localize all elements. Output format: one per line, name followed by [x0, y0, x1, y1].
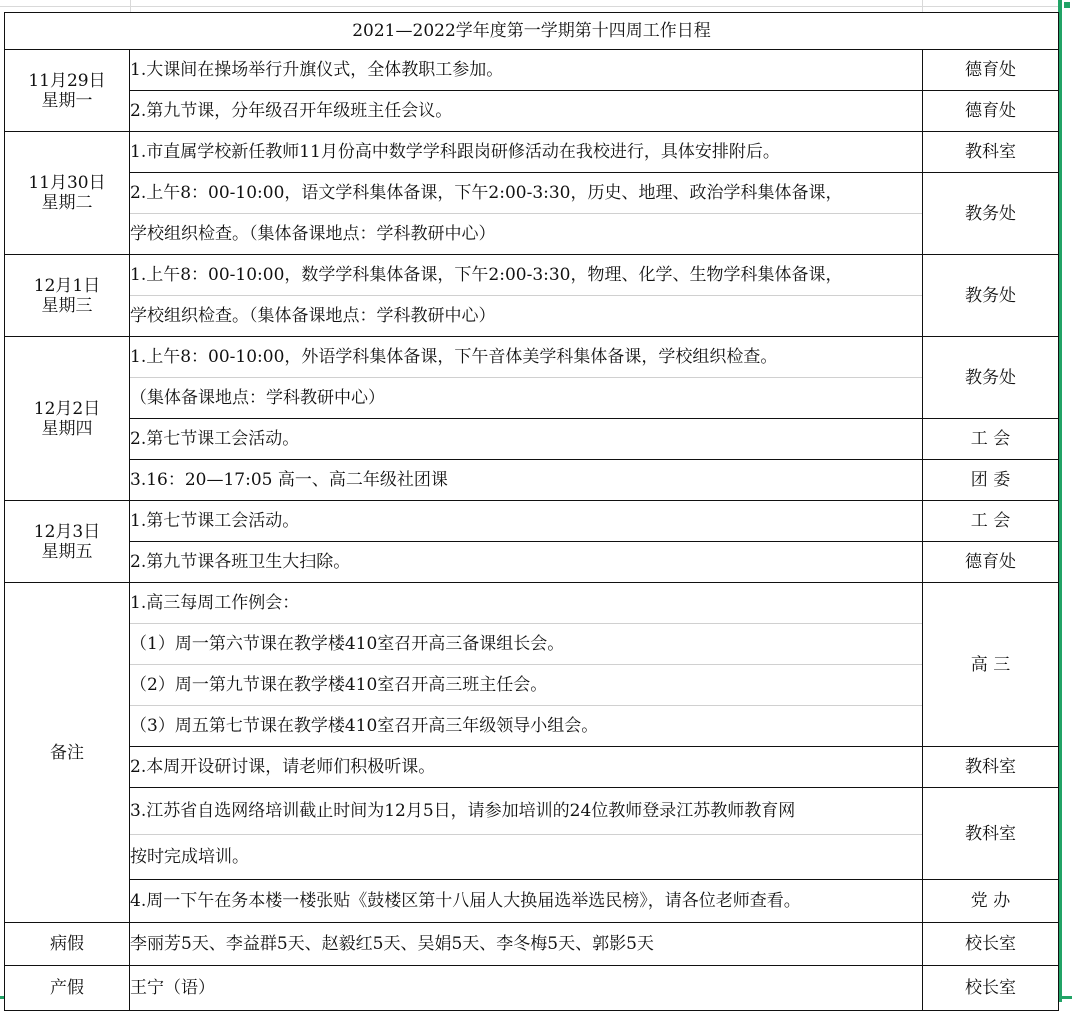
page-title: 2021—2022学年度第一学期第十四周工作日程	[5, 13, 1059, 50]
schedule-item-cell[interactable]	[130, 501, 923, 542]
sick-leave-label[interactable]: 病假	[5, 923, 130, 966]
schedule-item-line: 2.第九节课，分年级召开年级班主任会议。	[130, 101, 453, 121]
sick-leave-names[interactable]	[130, 923, 923, 966]
schedule-item-line: 3.16：20—17:05 高一、高二年级社团课	[130, 470, 448, 490]
title-row	[5, 13, 1059, 50]
schedule-item-line: 学校组织检查。（集体备课地点：学科教研中心）	[130, 213, 922, 254]
date-label: 12月1日	[33, 275, 101, 296]
schedule-item-line: （集体备课地点：学科教研中心）	[130, 377, 922, 418]
schedule-item-cell[interactable]	[130, 880, 923, 923]
notes-date-cell[interactable]	[5, 583, 130, 923]
schedule-item-line: 1.大课间在操场举行升旗仪式，全体教职工参加。	[130, 60, 504, 80]
day-row	[5, 255, 1059, 337]
maternity-leave-text: 王宁（语）	[130, 978, 215, 998]
day-row	[5, 50, 1059, 91]
department-cell[interactable]: 教务处	[923, 337, 1059, 419]
schedule-item-line: 2.第九节课各班卫生大扫除。	[130, 552, 351, 572]
department-cell[interactable]: 教务处	[923, 173, 1059, 255]
schedule-item-line: 1.第七节课工会活动。	[130, 511, 300, 531]
day-row	[5, 173, 1059, 255]
notes-row	[5, 747, 1059, 788]
day-date-cell[interactable]	[5, 50, 130, 132]
day-row	[5, 91, 1059, 132]
day-row	[5, 542, 1059, 583]
schedule-item-line: 1.市直属学校新任教师11月份高中数学学科跟岗研修活动在我校进行，具体安排附后。	[130, 142, 780, 162]
schedule-item-cell[interactable]	[130, 460, 923, 501]
schedule-item-line: 2.上午8：00-10:00，语文学科集体备课，下午2:00-3:30，历史、地理、政治学科集体备课，	[130, 183, 843, 203]
maternity-leave-names[interactable]	[130, 966, 923, 1011]
department-cell[interactable]: 校长室	[923, 923, 1059, 966]
schedule-item-cell[interactable]	[130, 747, 923, 788]
department-cell[interactable]: 团 委	[923, 460, 1059, 501]
date-label: 12月2日	[33, 398, 101, 419]
schedule-item-cell[interactable]	[130, 132, 923, 173]
schedule-item-line: 1.上午8：00-10:00，数学学科集体备课，下午2:00-3:30，物理、化学、生物学科集体备课，	[130, 265, 843, 285]
schedule-item-cell[interactable]	[130, 173, 923, 255]
date-label: 备注	[50, 742, 84, 763]
day-row	[5, 419, 1059, 460]
day-date-cell[interactable]	[5, 501, 130, 583]
schedule-item-line: 学校组织检查。（集体备课地点：学科教研中心）	[130, 295, 922, 336]
weekday-label: 星期三	[41, 295, 93, 316]
department-cell[interactable]: 德育处	[923, 91, 1059, 132]
gridline	[0, 6, 1058, 7]
schedule-item-line: 2.第七节课工会活动。	[130, 429, 300, 449]
schedule-item-cell[interactable]	[130, 255, 923, 337]
day-date-cell[interactable]	[5, 132, 130, 255]
schedule-item-cell[interactable]	[130, 419, 923, 460]
schedule-item-cell[interactable]	[130, 337, 923, 419]
department-cell[interactable]: 教科室	[923, 747, 1059, 788]
selection-handle[interactable]	[1064, 2, 1070, 8]
day-row	[5, 337, 1059, 419]
schedule-item-line: （2）周一第九节课在教学楼410室召开高三班主任会。	[130, 664, 922, 705]
sick-leave-row	[5, 923, 1059, 966]
day-date-cell[interactable]	[5, 255, 130, 337]
schedule-item-line: （1）周一第六节课在教学楼410室召开高三备课组长会。	[130, 623, 922, 664]
date-label: 11月30日	[28, 173, 106, 193]
department-cell[interactable]: 党 办	[923, 880, 1059, 923]
department-cell[interactable]: 工 会	[923, 501, 1059, 542]
day-row	[5, 132, 1059, 173]
schedule-item-line: （3）周五第七节课在教学楼410室召开高三年级领导小组会。	[130, 705, 922, 746]
department-cell[interactable]: 教科室	[923, 132, 1059, 173]
date-label: 12月3日	[33, 521, 101, 542]
day-row	[5, 501, 1059, 542]
maternity-leave-label[interactable]: 产假	[5, 966, 130, 1011]
schedule-item-cell[interactable]	[130, 50, 923, 91]
schedule-table	[4, 12, 1059, 1011]
department-cell[interactable]: 校长室	[923, 966, 1059, 1011]
schedule-item-line: 3.江苏省自选网络培训截止时间为12月5日，请参加培训的24位教师登录江苏教师教育网	[130, 801, 796, 821]
department-cell[interactable]: 教务处	[923, 255, 1059, 337]
department-cell[interactable]: 高 三	[923, 583, 1059, 747]
department-cell[interactable]: 教科室	[923, 788, 1059, 880]
department-cell[interactable]: 德育处	[923, 50, 1059, 91]
maternity-leave-row	[5, 966, 1059, 1011]
schedule-item-line: 按时完成培训。	[130, 834, 922, 879]
schedule-item-line: 1.上午8：00-10:00，外语学科集体备课，下午音体美学科集体备课，学校组织检查。	[130, 347, 778, 367]
schedule-item-cell[interactable]	[130, 788, 923, 880]
day-date-cell[interactable]	[5, 337, 130, 501]
gridline	[130, 0, 131, 12]
schedule-item-cell[interactable]	[130, 542, 923, 583]
notes-row	[5, 880, 1059, 923]
day-row	[5, 460, 1059, 501]
weekday-label: 星期一	[41, 90, 93, 111]
schedule-item-line: 1.高三每周工作例会：	[130, 593, 300, 613]
date-label: 11月29日	[28, 70, 106, 91]
schedule-item-cell[interactable]	[130, 583, 923, 747]
notes-row	[5, 583, 1059, 747]
schedule-item-line: 4.周一下午在务本楼一楼张贴《鼓楼区第十八届人大换届选举选民榜》，请各位老师查看。	[130, 891, 801, 911]
department-cell[interactable]: 德育处	[923, 542, 1059, 583]
weekday-label: 星期二	[41, 193, 93, 213]
weekday-label: 星期五	[41, 541, 93, 562]
notes-row	[5, 788, 1059, 880]
gridline	[922, 0, 923, 12]
schedule-item-line: 2.本周开设研讨课，请老师们积极听课。	[130, 757, 436, 777]
department-cell[interactable]: 工 会	[923, 419, 1059, 460]
schedule-item-cell[interactable]	[130, 91, 923, 132]
weekday-label: 星期四	[41, 418, 93, 439]
sick-leave-text: 李丽芳5天、李益群5天、赵毅红5天、吴娟5天、李冬梅5天、郭影5天	[130, 934, 654, 954]
